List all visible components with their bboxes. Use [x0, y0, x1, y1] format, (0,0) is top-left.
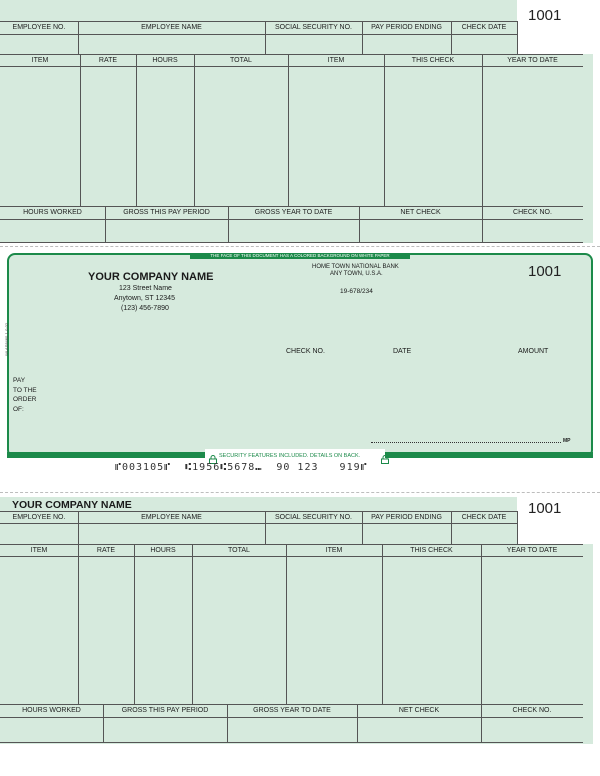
bottom-label-pay-period: PAY PERIOD ENDING — [371, 514, 442, 521]
check-company-city: Anytown, ST 12345 — [114, 295, 175, 302]
check-bank-location: ANY TOWN, U.S.A. — [330, 271, 383, 277]
check-side-code: WLAS8460-1-0-02 — [4, 322, 9, 356]
check-date-label: DATE — [393, 348, 412, 355]
check-amount-label: AMOUNT — [518, 348, 549, 355]
top-column-divider — [136, 54, 137, 206]
bottom-footer-gross-ytd: GROSS YEAR TO DATE — [253, 707, 331, 714]
check-number: 1001 — [528, 263, 562, 280]
bottom-column-divider — [192, 544, 193, 704]
bottom-header-divider — [517, 511, 518, 544]
bottom-col-rate: RATE — [96, 547, 116, 554]
top-footer-rule — [0, 242, 583, 243]
top-column-divider — [482, 54, 483, 206]
bottom-company-name: YOUR COMPANY NAME — [12, 499, 132, 511]
check-company-street: 123 Street Name — [119, 285, 172, 292]
top-column-divider — [80, 54, 81, 206]
top-col-hours: HOURS — [152, 57, 178, 64]
top-col-total: TOTAL — [230, 57, 252, 64]
bottom-footer-hours-worked: HOURS WORKED — [22, 707, 81, 714]
bottom-footer-rule — [0, 704, 583, 705]
bottom-col-item-2: ITEM — [325, 547, 343, 554]
security-text: SECURITY FEATURES INCLUDED. DETAILS ON BACK. — [219, 453, 361, 459]
check-no-label: CHECK NO. — [286, 348, 325, 355]
check-banner: THE FACE OF THIS DOCUMENT HAS A COLORED BACKGROUND ON WHITE PAPER — [190, 253, 410, 259]
top-header-rule — [0, 54, 583, 55]
bottom-col-total: TOTAL — [228, 547, 250, 554]
perforation-line — [0, 246, 600, 247]
bottom-label-check-date: CHECK DATE — [461, 514, 507, 521]
top-footer-hours-worked: HOURS WORKED — [23, 209, 82, 216]
bottom-label-ssn: SOCIAL SECURITY NO. — [274, 514, 353, 521]
top-footer-rule — [0, 219, 583, 220]
bottom-footer-gross-period: GROSS THIS PAY PERIOD — [121, 707, 209, 714]
top-label-ssn: SOCIAL SECURITY NO. — [274, 24, 353, 31]
check-company-phone: (123) 456-7890 — [121, 305, 169, 312]
check-company-name: YOUR COMPANY NAME — [88, 271, 214, 283]
top-col-item-2: ITEM — [327, 57, 345, 64]
pay-label-line: OF: — [13, 405, 24, 413]
top-column-divider — [194, 54, 195, 206]
perforation-line — [0, 492, 600, 493]
top-footer-net-check: NET CHECK — [400, 209, 441, 216]
bottom-col-hours: HOURS — [150, 547, 176, 554]
bottom-footer-rule — [0, 717, 583, 718]
top-label-employee-no: EMPLOYEE NO. — [12, 24, 66, 31]
top-label-pay-period: PAY PERIOD ENDING — [371, 24, 442, 31]
top-column-rule — [0, 66, 583, 67]
top-footer-check-no: CHECK NO. — [513, 209, 552, 216]
bottom-column-divider — [78, 544, 79, 704]
top-col-item: ITEM — [31, 57, 49, 64]
pay-label-line: PAY — [13, 377, 26, 384]
check-routing-fraction: 19-678/234 — [340, 288, 373, 295]
mp-mark: MP — [563, 438, 571, 444]
bottom-stub-check-number: 1001 — [528, 500, 562, 517]
top-col-this-check: THIS CHECK — [411, 57, 455, 64]
bottom-column-divider — [382, 544, 383, 704]
top-col-rate: RATE — [98, 57, 118, 64]
top-stub-check-number: 1001 — [528, 7, 562, 24]
micr-line: ⑈003105⑈ ⑆1956⑆5678⑉ 90 123 919⑈ — [115, 462, 368, 473]
bottom-column-divider — [134, 544, 135, 704]
bottom-column-divider — [481, 544, 482, 704]
bottom-col-ytd: YEAR TO DATE — [506, 547, 558, 554]
lock-icon — [381, 451, 389, 469]
top-col-ytd: YEAR TO DATE — [507, 57, 558, 64]
bottom-col-this-check: THIS CHECK — [410, 547, 453, 554]
top-footer-gross-period: GROSS THIS PAY PERIOD — [123, 209, 210, 216]
bottom-label-employee-no: EMPLOYEE NO. — [12, 514, 66, 521]
bottom-footer-rule — [0, 742, 583, 743]
pay-to-the-order-label — [13, 376, 37, 414]
pay-label-line: TO THE — [13, 386, 37, 394]
bottom-label-employee-name: EMPLOYEE NAME — [141, 514, 202, 521]
bottom-column-rule — [0, 556, 583, 557]
top-footer-rule — [0, 206, 583, 207]
pay-label-line: ORDER — [13, 396, 37, 403]
check-bank-name: HOME TOWN NATIONAL BANK — [312, 264, 399, 270]
top-label-employee-name: EMPLOYEE NAME — [141, 24, 202, 31]
top-column-divider — [288, 54, 289, 206]
check-body — [7, 253, 593, 458]
bottom-col-item: ITEM — [30, 547, 48, 554]
signature-line — [371, 442, 561, 443]
bottom-header-rule — [0, 544, 583, 545]
bottom-footer-net-check: NET CHECK — [398, 707, 440, 714]
top-footer-gross-ytd: GROSS YEAR TO DATE — [254, 209, 333, 216]
top-column-divider — [384, 54, 385, 206]
top-label-check-date: CHECK DATE — [461, 24, 507, 31]
top-header-divider — [517, 21, 518, 54]
bottom-column-divider — [286, 544, 287, 704]
bottom-footer-check-no: CHECK NO. — [512, 707, 552, 714]
